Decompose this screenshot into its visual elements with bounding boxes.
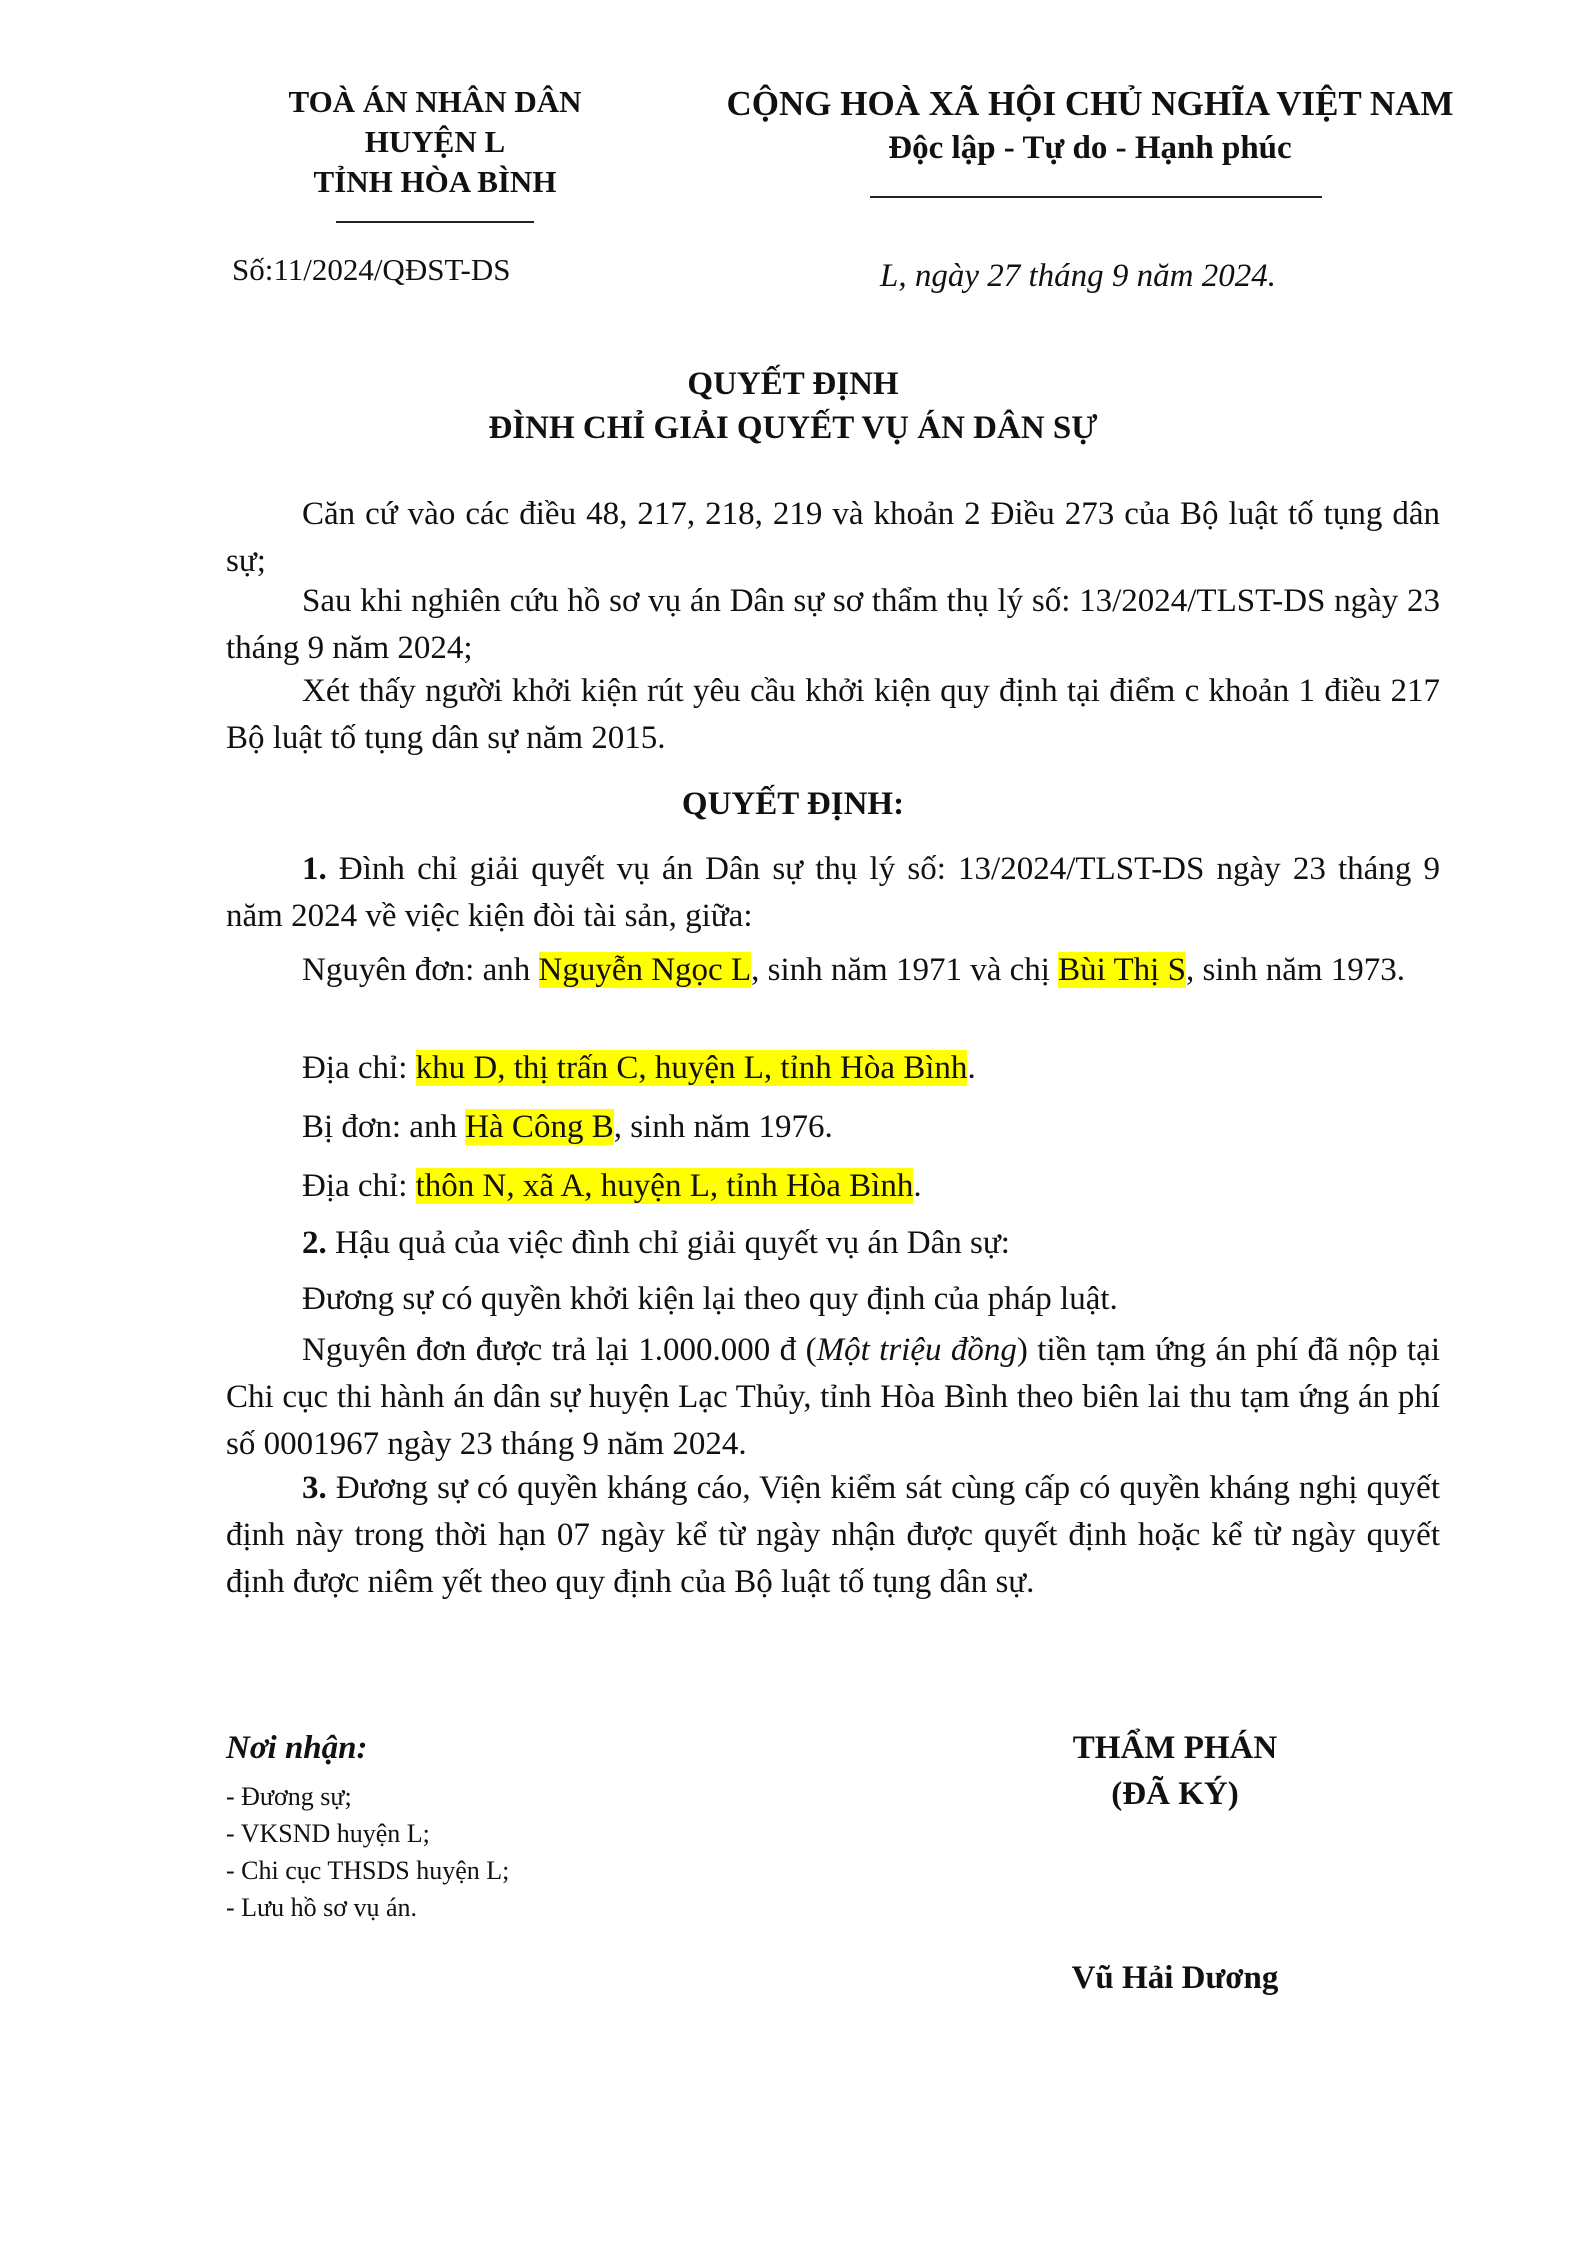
court-divider xyxy=(336,221,534,223)
defendant-line: Bị đơn: anh Hà Công B, sinh năm 1976. xyxy=(302,1109,833,1145)
defendant-address: thôn N, xã A, huyện L, tỉnh Hòa Bình xyxy=(415,1168,914,1204)
decision-item-3: 3. Đương sự có quyền kháng cáo, Viện kiểm sát cùng cấp có quyền kháng nghị quyết định này trong thời hạn 07 ngày kể từ ngày nhận được quyết định hoặc kể từ ngày quyết định được niêm yết theo quy định của Bộ luật tố tụng dân sự. xyxy=(226,1470,1440,1600)
court-line-2: HUYỆN L xyxy=(364,124,506,159)
item-2-number: 2. xyxy=(302,1225,327,1261)
defendant-name: Hà Công B xyxy=(465,1109,614,1145)
decision-item-2: 2. Hậu quả của việc đình chỉ giải quyết vụ án Dân sự: xyxy=(302,1225,1010,1261)
preamble-legal-basis: Căn cứ vào các điều 48, 217, 218, 219 và khoản 2 Điều 273 của Bộ luật tố tụng dân sự; xyxy=(226,496,1440,579)
recipient-item: - Đương sự; xyxy=(226,1782,352,1811)
plaintiff-name-2: Bùi Thị S xyxy=(1058,952,1186,988)
document-subtitle: ĐÌNH CHỈ GIẢI QUYẾT VỤ ÁN DÂN SỰ xyxy=(488,410,1098,446)
decision-item-1 xyxy=(226,846,1440,940)
plaintiff-name-1: Nguyễn Ngọc L xyxy=(538,952,752,988)
national-motto: Độc lập - Tự do - Hạnh phúc xyxy=(888,130,1292,166)
recipients-title: Nơi nhận: xyxy=(226,1730,368,1766)
republic-title: CỘNG HOÀ XÃ HỘI CHỦ NGHĨA VIỆT NAM xyxy=(726,84,1454,123)
signature-status: (ĐÃ KÝ) xyxy=(1111,1776,1239,1812)
signer-role: THẨM PHÁN xyxy=(1072,1730,1278,1766)
plaintiff-line: Nguyên đơn: anh Nguyễn Ngọc L, sinh năm 1971 và chị Bùi Thị S, sinh năm 1973. xyxy=(302,952,1406,988)
recipient-item: - Chi cục THSDS huyện L; xyxy=(226,1856,510,1885)
court-line-3: TỈNH HÒA BÌNH xyxy=(313,164,557,199)
fee-refund: Nguyên đơn được trả lại 1.000.000 đ (Một triệu đồng) tiền tạm ứng án phí đã nộp tại Chi cục thi hành án dân sự huyện Lạc Thủy, tỉnh Hòa Bình theo biên lai thu tạm ứng án phí số 0001967 ngày 23 tháng 9 năm 2024. xyxy=(226,1332,1440,1462)
decision-heading: QUYẾT ĐỊNH: xyxy=(681,786,905,822)
court-line-1: TOÀ ÁN NHÂN DÂN xyxy=(288,84,582,119)
plaintiff-address-line: Địa chỉ: khu D, thị trấn C, huyện L, tỉnh Hòa Bình. xyxy=(302,1050,976,1086)
signer-name: Vũ Hải Dương xyxy=(1071,1960,1279,1996)
refund-amount-words: Một triệu đồng xyxy=(816,1332,1017,1368)
item-3-number: 3. xyxy=(302,1470,327,1506)
recipient-item: - VKSND huyện L; xyxy=(226,1819,430,1848)
plaintiff-address: khu D, thị trấn C, huyện L, tỉnh Hòa Bình xyxy=(415,1050,968,1086)
defendant-address-line: Địa chỉ: thôn N, xã A, huyện L, tỉnh Hòa Bình. xyxy=(302,1168,922,1204)
item-1-number: 1. xyxy=(302,851,327,887)
document-number: Số:11/2024/QĐST-DS xyxy=(232,252,511,287)
court-name-block xyxy=(200,82,670,202)
preamble-case-review: Sau khi nghiên cứu hồ sơ vụ án Dân sự sơ thẩm thụ lý số: 13/2024/TLST-DS ngày 23 tháng 9 năm 2024; xyxy=(226,583,1440,666)
recipients-list xyxy=(226,1778,509,1926)
national-header xyxy=(690,82,1490,170)
recipient-item: - Lưu hồ sơ vụ án. xyxy=(226,1893,418,1922)
issue-date: L, ngày 27 tháng 9 năm 2024. xyxy=(880,258,1276,294)
preamble-withdrawal: Xét thấy người khởi kiện rút yêu cầu khởi kiện quy định tại điểm c khoản 1 điều 217 Bộ luật tố tụng dân sự năm 2015. xyxy=(226,673,1440,756)
motto-divider xyxy=(870,196,1322,198)
right-to-resue: Đương sự có quyền khởi kiện lại theo quy định của pháp luật. xyxy=(302,1281,1118,1317)
document-title: QUYẾT ĐỊNH xyxy=(687,366,899,402)
item-1-text: Đình chỉ giải quyết vụ án Dân sự thụ lý số: 13/2024/TLST-DS ngày 23 tháng 9 năm 2024 về việc kiện đòi tài sản, giữa: xyxy=(226,851,1440,934)
